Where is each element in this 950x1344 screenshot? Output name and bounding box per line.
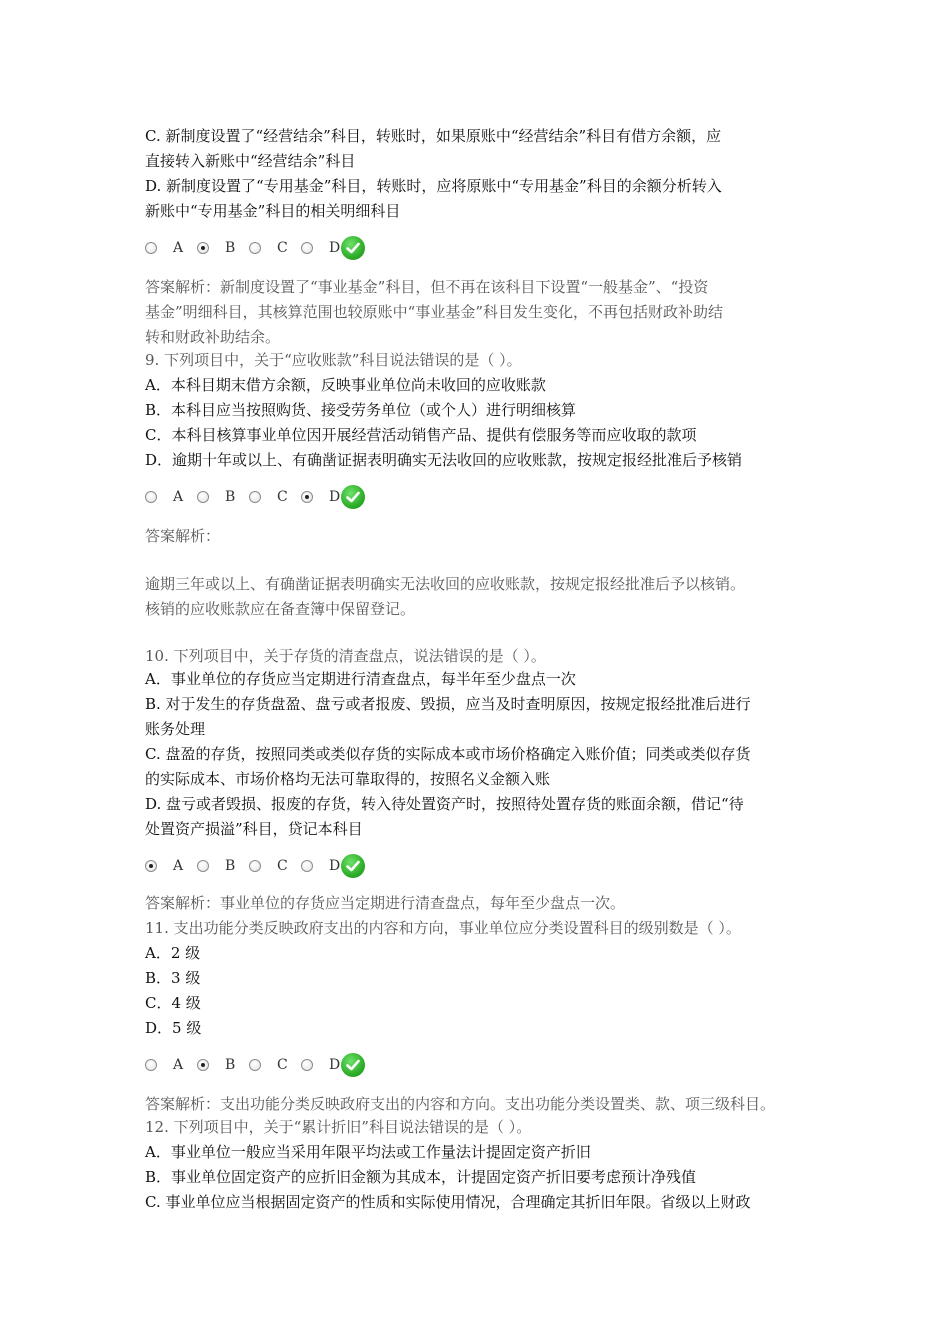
q9-explanation-line1: 逾期三年或以上、有确凿证据表明确实无法收回的应收账款，按规定报经批准后予以核销。 [145, 575, 746, 593]
q12-title: 12. 下列项目中，关于“累计折旧”科目说法错误的是（ ）。 [145, 1118, 532, 1136]
q9-option-a: A．本科目期末借方余额，反映事业单位尚未收回的应收账款 [145, 376, 546, 394]
q12-option-c: C. 事业单位应当根据固定资产的性质和实际使用情况，合理确定其折旧年限。省级以上财政 [145, 1193, 751, 1211]
option-label-b: B [225, 858, 236, 874]
option-label-a: A [173, 1057, 184, 1073]
check-circle-icon [341, 1053, 365, 1077]
q8-radio-d[interactable] [301, 242, 313, 254]
q10-title: 10. 下列项目中，关于存货的清查盘点，说法错误的是（ ）。 [145, 647, 546, 665]
q9-answer-options [145, 484, 365, 510]
q11-option-b: B．3 级 [145, 969, 201, 987]
q12-option-a: A．事业单位一般应当采用年限平均法或工作量法计提固定资产折旧 [145, 1143, 591, 1161]
q10-answer-options [145, 853, 365, 879]
option-label-a: A [173, 240, 184, 256]
q8-explanation-line3: 转和财政补助结余。 [145, 328, 281, 346]
option-label-c: C [277, 1057, 288, 1073]
q9-option-d: D．逾期十年或以上、有确凿证据表明确实无法收回的应收账款，按规定报经批准后予核销 [145, 451, 743, 469]
q8-radio-c[interactable] [249, 242, 261, 254]
q10-explanation: 答案解析：事业单位的存货应当定期进行清查盘点，每年至少盘点一次。 [145, 894, 626, 912]
option-label-d: D [329, 1057, 341, 1073]
q9-explanation-head: 答案解析： [145, 527, 221, 545]
q11-radio-a[interactable] [145, 1059, 157, 1071]
option-label-b: B [225, 240, 236, 256]
q9-radio-a[interactable] [145, 491, 157, 503]
q8-radio-a[interactable] [145, 242, 157, 254]
q9-title: 9. 下列项目中，关于“应收账款”科目说法错误的是（ ）。 [145, 351, 522, 369]
check-circle-icon [341, 236, 365, 260]
option-label-a: A [173, 489, 184, 505]
q10-radio-b[interactable] [197, 860, 209, 872]
q8-option-c-line2: 直接转入新账中“经营结余”科目 [145, 152, 356, 170]
option-label-d: D [329, 858, 341, 874]
q8-option-d-line2: 新账中“专用基金”科目的相关明细科目 [145, 202, 401, 220]
option-label-b: B [225, 1057, 236, 1073]
q9-radio-d[interactable] [301, 491, 313, 503]
q11-radio-b[interactable] [197, 1059, 209, 1071]
q9-option-b: B．本科目应当按照购货、接受劳务单位（或个人）进行明细核算 [145, 401, 577, 419]
q11-option-d: D．5 级 [145, 1019, 202, 1037]
q11-radio-d[interactable] [301, 1059, 313, 1071]
q8-explanation-line1: 答案解析：新制度设置了“事业基金”科目，但不再在该科目下设置“一般基金”、“投资 [145, 278, 709, 296]
q11-title: 11. 支出功能分类反映政府支出的内容和方向，事业单位应分类设置科目的级别数是（ ）。 [145, 919, 741, 937]
q10-radio-c[interactable] [249, 860, 261, 872]
q8-radio-b[interactable] [197, 242, 209, 254]
q10-option-c-line1: C. 盘盈的存货，按照同类或类似存货的实际成本或市场价格确定入账价值；同类或类似存货 [145, 745, 751, 763]
q10-option-b-line2: 账务处理 [145, 720, 206, 738]
option-label-c: C [277, 489, 288, 505]
q10-option-a: A．事业单位的存货应当定期进行清查盘点，每半年至少盘点一次 [145, 670, 576, 688]
q9-option-c: C．本科目核算事业单位因开展经营活动销售产品、提供有偿服务等而应收取的款项 [145, 426, 697, 444]
option-label-d: D [329, 489, 341, 505]
q8-option-d-line1: D. 新制度设置了“专用基金”科目，转账时，应将原账中“专用基金”科目的余额分析转入 [145, 177, 722, 195]
q11-option-c: C．4 级 [145, 994, 201, 1012]
q10-radio-a[interactable] [145, 860, 157, 872]
q8-answer-options [145, 235, 365, 261]
q9-explanation-line2: 核销的应收账款应在备查簿中保留登记。 [145, 600, 416, 618]
q10-option-c-line2: 的实际成本、市场价格均无法可靠取得的，按照名义金额入账 [145, 770, 551, 788]
q8-explanation-line2: 基金”明细科目，其核算范围也较原账中“事业基金”科目发生变化，不再包括财政补助结 [145, 303, 724, 321]
option-label-c: C [277, 240, 288, 256]
q8-option-c-line1: C. 新制度设置了“经营结余”科目，转账时，如果原账中“经营结余”科目有借方余额，应 [145, 127, 722, 145]
option-label-b: B [225, 489, 236, 505]
q11-radio-c[interactable] [249, 1059, 261, 1071]
check-circle-icon [341, 485, 365, 509]
option-label-d: D [329, 240, 341, 256]
q10-option-b-line1: B. 对于发生的存货盘盈、盘亏或者报废、毁损，应当及时查明原因，按规定报经批准后进行 [145, 695, 751, 713]
q12-option-b: B．事业单位固定资产的应折旧金额为其成本，计提固定资产折旧要考虑预计净残值 [145, 1168, 697, 1186]
option-label-c: C [277, 858, 288, 874]
check-circle-icon [341, 854, 365, 878]
q11-explanation: 答案解析：支出功能分类反映政府支出的内容和方向。支出功能分类设置类、款、项三级科目。 [145, 1095, 776, 1113]
q10-option-d-line2: 处置资产损溢”科目，贷记本科目 [145, 820, 363, 838]
q11-answer-options [145, 1052, 365, 1078]
q9-radio-b[interactable] [197, 491, 209, 503]
q11-option-a: A．2 级 [145, 944, 201, 962]
q10-radio-d[interactable] [301, 860, 313, 872]
option-label-a: A [173, 858, 184, 874]
q9-radio-c[interactable] [249, 491, 261, 503]
q10-option-d-line1: D. 盘亏或者毁损、报废的存货，转入待处置资产时，按照待处置存货的账面余额，借记“待 [145, 795, 744, 813]
